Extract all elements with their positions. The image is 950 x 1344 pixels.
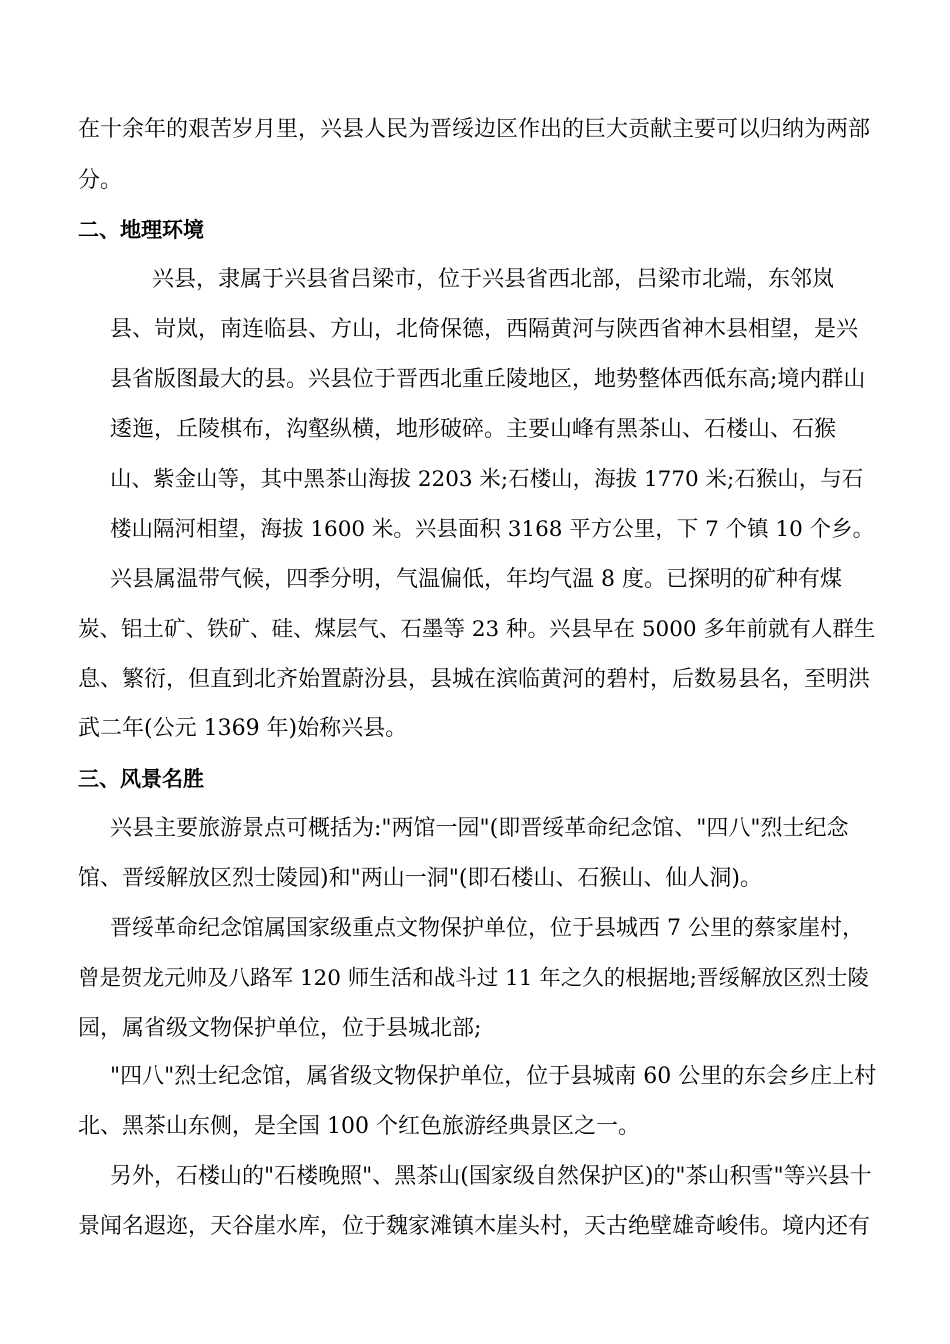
paragraph-line: 另外，石楼山的"石楼晚照"、黑茶山(国家级自然保护区)的"茶山积雪"等兴县十: [110, 1164, 872, 1189]
paragraph-line: 楼山隔河相望，海拔 1600 米。兴县面积 3168 平方公里，下 7 个镇 10 个乡。: [110, 517, 875, 542]
section-heading-geography: 二、地理环境: [78, 218, 204, 242]
paragraph-line: 息、繁衍，但直到北齐始置蔚汾县，县城在滨临黄河的碧村，后数易县名，至明洪: [78, 667, 871, 692]
paragraph-line: 炭、铝土矿、铁矿、硅、煤层气、石墨等 23 种。兴县早在 5000 多年前就有人群生: [78, 617, 876, 642]
paragraph-line: 兴县，隶属于兴县省吕梁市，位于兴县省西北部，吕梁市北端，东邻岚: [152, 267, 835, 292]
paragraph-line: 武二年(公元 1369 年)始称兴县。: [78, 716, 408, 741]
section-heading-scenery: 三、风景名胜: [78, 767, 204, 791]
paragraph-line: 馆、晋绥解放区烈士陵园)和"两山一洞"(即石楼山、石猴山、仙人洞)。: [78, 866, 762, 891]
paragraph-line: 晋绥革命纪念馆属国家级重点文物保护单位，位于县城西 7 公里的蔡家崖村，: [110, 916, 864, 941]
paragraph-line: "四八"烈士纪念馆，属省级文物保护单位，位于县城南 60 公里的东会乡庄上村: [110, 1064, 877, 1089]
intro-line-2: 分。: [78, 168, 123, 193]
paragraph-line: 北、黑茶山东侧，是全国 100 个红色旅游经典景区之一。: [78, 1114, 640, 1139]
paragraph-line: 曾是贺龙元帅及八路军 120 师生活和战斗过 11 年之久的根据地;晋绥解放区烈士陵: [78, 966, 869, 991]
paragraph-line: 县、岢岚，南连临县、方山，北倚保德，西隔黄河与陕西省神木县相望，是兴: [110, 317, 859, 342]
paragraph-line: 兴县主要旅游景点可概括为:"两馆一园"(即晋绥革命纪念馆、"四八"烈士纪念: [110, 816, 849, 841]
paragraph-line: 县省版图最大的县。兴县位于晋西北重丘陵地区，地势整体西低东高;境内群山: [110, 367, 866, 392]
paragraph-line: 兴县属温带气候，四季分明，气温偏低，年均气温 8 度。已探明的矿种有煤: [110, 567, 842, 592]
paragraph-line: 山、紫金山等，其中黑茶山海拔 2203 米;石楼山，海拔 1770 米;石猴山，与石: [110, 467, 864, 492]
paragraph-line: 园，属省级文物保护单位，位于县城北部;: [78, 1016, 482, 1041]
paragraph-line: 景闻名遐迩，天谷崖水库，位于魏家滩镇木崖头村，天古绝壁雄奇峻伟。境内还有: [78, 1214, 871, 1239]
paragraph-line: 逶迤，丘陵棋布，沟壑纵横，地形破碎。主要山峰有黑茶山、石楼山、石猴: [110, 417, 837, 442]
intro-line-1: 在十余年的艰苦岁月里，兴县人民为晋绥边区作出的巨大贡献主要可以归纳为两部: [78, 117, 871, 142]
